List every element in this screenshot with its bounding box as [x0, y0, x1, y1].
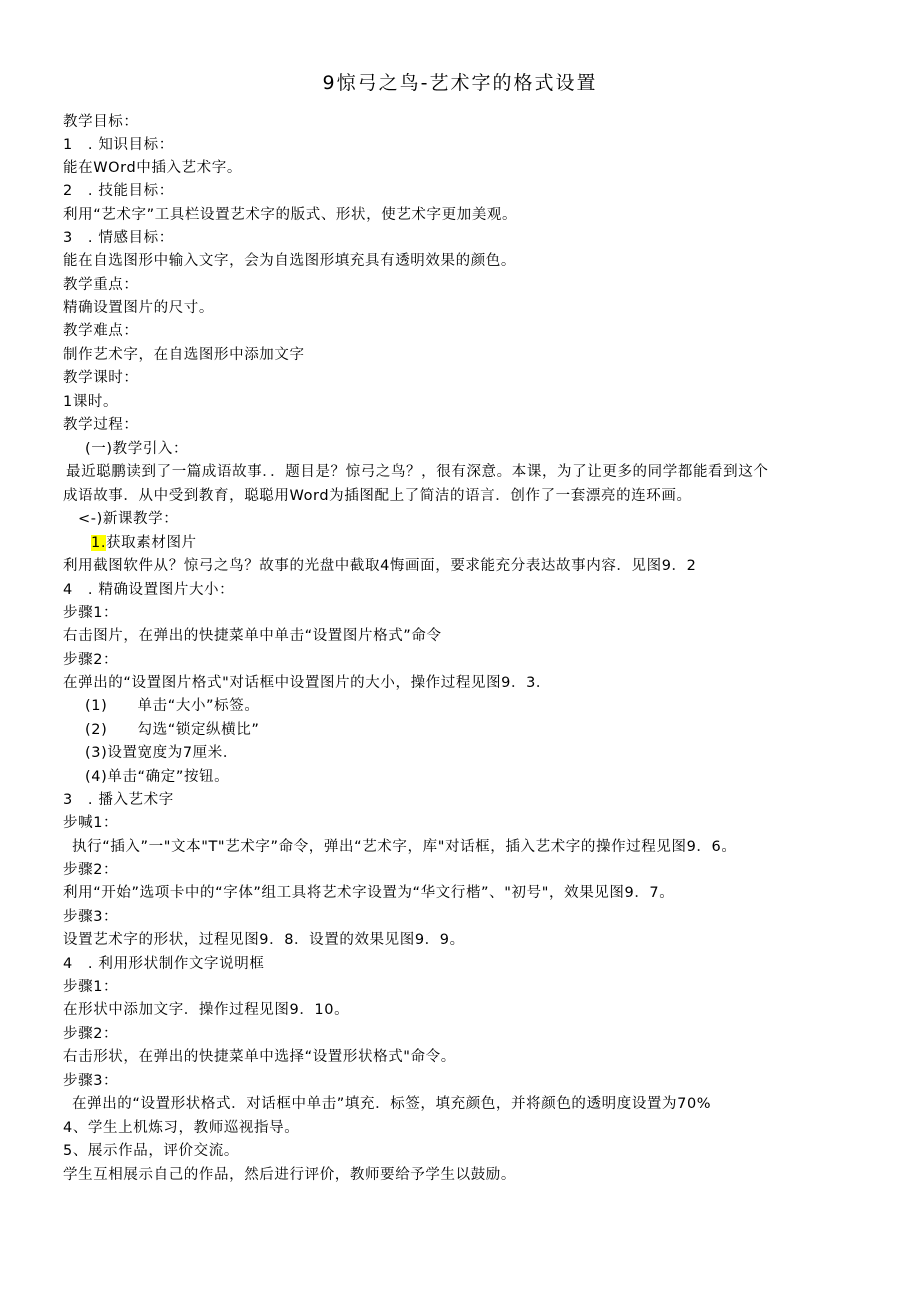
text-line: 学生互相展示自己的作品，然后进行评价，教师要给予学生以鼓励。 — [63, 1167, 516, 1183]
highlighted-number: 1. — [91, 535, 107, 551]
text-line: 精确设置图片的尺寸。 — [63, 300, 214, 316]
text-line: 在形状中添加文字．操作过程见图9．10。 — [63, 1002, 350, 1018]
text-line: (一)教学引入： — [85, 441, 189, 457]
text-line: 利用“艺术字”工具栏设置艺术字的版式、形状，使艺术字更加美观。 — [63, 207, 518, 223]
text-line: 利用“开始”选项卡中的“字体”组工具将艺术字设置为“华文行楷”、"初号"，效果见图9．7。 — [63, 885, 675, 901]
text-line: 2 . 技能目标： — [63, 183, 174, 199]
text-line: 步骤2： — [63, 652, 119, 668]
text-line: 利用截图软件从？惊弓之鸟？故事的光盘中截取4悔画面，要求能充分表达故事内容．见图9．2 — [63, 558, 697, 574]
text-line: 获取素材图片 — [106, 535, 197, 551]
text-line: 教学目标： — [63, 114, 139, 130]
text-line: 步骤1： — [63, 605, 119, 621]
text-line: 教学重点： — [63, 277, 139, 293]
text-line: 步喊1： — [63, 815, 119, 831]
text-line: 3 . 播入艺术字 — [63, 792, 174, 808]
text-line: 制作艺术字，在自选图形中添加文字 — [63, 347, 305, 363]
text-line: 步骤3： — [63, 1073, 119, 1089]
text-line: 教学过程： — [63, 417, 139, 433]
text-line: (1) 单击“大小”标签。 — [85, 698, 260, 714]
text-line: 执行“插入”一"文本"T"艺术字”命令，弹出“艺术字，库"对话框，插入艺术字的操作过程见图9．6。 — [72, 839, 737, 855]
text-line: 在弹出的“设置图片格式"对话框中设置图片的大小，操作过程见图9．3． — [63, 675, 552, 691]
text-line: 在弹出的“设置形状格式．对话框中单击”填充．标签，填充颜色，并将颜色的透明度设置为70% — [72, 1096, 712, 1112]
text-line: 4 . 精确设置图片大小： — [63, 582, 235, 598]
text-line: 3 . 情感目标： — [63, 230, 174, 246]
list-item — [91, 532, 197, 554]
text-line: 能在自选图形中输入文字，会为自选图形填充具有透明效果的颜色。 — [63, 253, 516, 269]
text-line: 成语故事．从中受到教育，聪聪用Word为插图配上了简洁的语言．创作了一套漂亮的连环画。 — [63, 488, 692, 504]
text-line: <-)新课教学： — [78, 511, 179, 527]
text-line: 教学难点： — [63, 323, 139, 339]
text-line: 教学课时： — [63, 370, 139, 386]
text-line: 设置艺术字的形状，过程见图9．8．设置的效果见图9．9。 — [63, 932, 465, 948]
text-line: (2) 勾选“锁定纵横比” — [85, 722, 260, 738]
text-line: 右击形状，在弹出的快捷菜单中选择“设置形状格式"命令。 — [63, 1049, 456, 1065]
text-line: 1课时。 — [63, 394, 119, 410]
text-line: 能在WOrd中插入艺术字。 — [63, 160, 242, 176]
document-title: 9惊弓之鸟-艺术字的格式设置 — [322, 72, 598, 94]
text-line: 步骤2： — [63, 862, 119, 878]
text-line: (3)设置宽度为7厘米． — [85, 745, 238, 761]
text-line: 步骤3： — [63, 909, 119, 925]
text-line: 4 . 利用形状制作文字说明框 — [63, 956, 265, 972]
text-line: 5、展示作品，评价交流。 — [63, 1143, 239, 1159]
text-line: 1 . 知识目标： — [63, 137, 174, 153]
text-line: (4)单击“确定”按钮。 — [85, 769, 230, 785]
text-line: 步骤2： — [63, 1026, 119, 1042]
text-line: 步骤1： — [63, 979, 119, 995]
text-line: 4、学生上机炼习，教师巡视指导。 — [63, 1120, 300, 1136]
text-line: 右击图片，在弹出的快捷菜单中单击“设置图片格式”命令 — [63, 628, 442, 644]
text-line: 最近聪鹏读到了一篇成语故事．．题目是？惊弓之鸟？，很有深意。本课，为了让更多的同学都能看到这个 — [66, 464, 769, 480]
